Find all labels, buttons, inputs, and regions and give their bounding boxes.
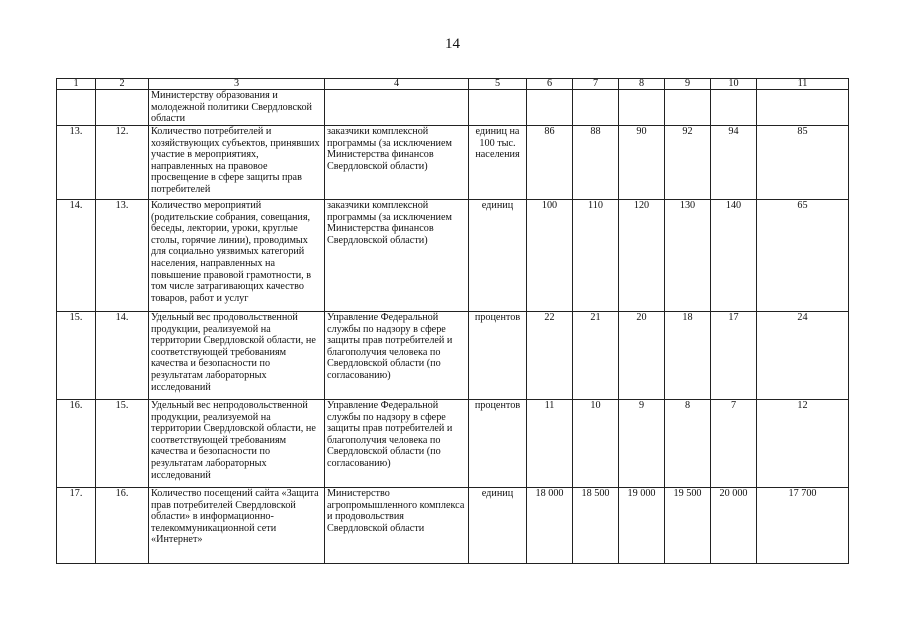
row-subindex: 12. — [96, 126, 149, 200]
value: 86 — [527, 126, 573, 200]
row-index: 17. — [57, 488, 96, 564]
value: 10 — [573, 400, 619, 488]
header-col: 4 — [325, 79, 469, 90]
responsible: Управление Федеральной службы по надзору в сфере защиты прав потребителей и благополучия человека по Свердловской области (по согласованию) — [325, 312, 469, 400]
value: 18 — [665, 312, 711, 400]
value — [665, 90, 711, 126]
value: 110 — [573, 200, 619, 312]
responsible — [325, 90, 469, 126]
header-col: 9 — [665, 79, 711, 90]
value — [527, 90, 573, 126]
row-index: 16. — [57, 400, 96, 488]
responsible: заказчики комплексной программы (за исключением Министерства финансов Свердловской области) — [325, 126, 469, 200]
header-col: 1 — [57, 79, 96, 90]
value: 7 — [711, 400, 757, 488]
value: 20 — [619, 312, 665, 400]
value: 17 700 — [757, 488, 849, 564]
row-subindex: 14. — [96, 312, 149, 400]
row-index — [57, 90, 96, 126]
value: 22 — [527, 312, 573, 400]
value: 11 — [527, 400, 573, 488]
page-number: 14 — [445, 36, 460, 52]
unit — [469, 90, 527, 126]
responsible: Министерство агропромышленного комплекса и продовольствия Свердловской области — [325, 488, 469, 564]
unit: единиц — [469, 488, 527, 564]
row-index: 15. — [57, 312, 96, 400]
header-col: 11 — [757, 79, 849, 90]
value: 94 — [711, 126, 757, 200]
value: 85 — [757, 126, 849, 200]
value: 24 — [757, 312, 849, 400]
header-col: 7 — [573, 79, 619, 90]
value: 100 — [527, 200, 573, 312]
value: 17 — [711, 312, 757, 400]
value: 19 000 — [619, 488, 665, 564]
header-col: 8 — [619, 79, 665, 90]
value — [711, 90, 757, 126]
row-subindex: 13. — [96, 200, 149, 312]
value: 88 — [573, 126, 619, 200]
table-row — [57, 126, 849, 200]
value: 18 500 — [573, 488, 619, 564]
value — [573, 90, 619, 126]
indicator-name: Удельный вес продовольственной продукции, реализуемой на территории Свердловской области, не соответствующей требованиям качества и безопасности по результатам лабораторных исследований — [149, 312, 325, 400]
header-col: 3 — [149, 79, 325, 90]
value: 9 — [619, 400, 665, 488]
table-row — [57, 488, 849, 564]
value — [757, 90, 849, 126]
row-subindex: 16. — [96, 488, 149, 564]
unit: процентов — [469, 400, 527, 488]
indicator-name: Количество потребителей и хозяйствующих субъектов, принявших участие в мероприятиях, направленных на правовое просвещение в сфере защиты прав потребителей — [149, 126, 325, 200]
row-index: 14. — [57, 200, 96, 312]
indicator-name: Министерству образования и молодежной политики Свердловской области — [149, 90, 325, 126]
indicator-name: Количество посещений сайта «Защита прав потребителей Свердловской области» в информационно-телекоммуникационной сети «Интернет» — [149, 488, 325, 564]
responsible: Управление Федеральной службы по надзору в сфере защиты прав потребителей и благополучия человека по Свердловской области (по согласованию) — [325, 400, 469, 488]
value: 120 — [619, 200, 665, 312]
value: 21 — [573, 312, 619, 400]
value: 130 — [665, 200, 711, 312]
value: 20 000 — [711, 488, 757, 564]
table-row — [57, 200, 849, 312]
responsible: заказчики комплексной программы (за исключением Министерства финансов Свердловской области) — [325, 200, 469, 312]
table-row — [57, 312, 849, 400]
value: 92 — [665, 126, 711, 200]
indicators-table — [56, 78, 849, 564]
header-col: 2 — [96, 79, 149, 90]
row-index: 13. — [57, 126, 96, 200]
value: 12 — [757, 400, 849, 488]
unit: единиц на 100 тыс. населения — [469, 126, 527, 200]
table-row — [57, 400, 849, 488]
header-col: 5 — [469, 79, 527, 90]
value: 19 500 — [665, 488, 711, 564]
value: 65 — [757, 200, 849, 312]
unit: процентов — [469, 312, 527, 400]
indicator-name: Количество мероприятий (родительские собрания, совещания, беседы, лектории, уроки, круглые столы, горячие линии), проводимых для социально уязвимых категорий населения, направленных на повышение правовой грамотности, в том числе затрагивающих качество товаров, работ и услуг — [149, 200, 325, 312]
header-row — [57, 79, 849, 90]
value: 18 000 — [527, 488, 573, 564]
value: 140 — [711, 200, 757, 312]
indicator-name: Удельный вес непродовольственной продукции, реализуемой на территории Свердловской области, не соответствующей требованиям качества и безопасности по результатам лабораторных исследований — [149, 400, 325, 488]
value — [619, 90, 665, 126]
header-col: 6 — [527, 79, 573, 90]
header-col: 10 — [711, 79, 757, 90]
unit: единиц — [469, 200, 527, 312]
row-subindex: 15. — [96, 400, 149, 488]
row-subindex — [96, 90, 149, 126]
value: 90 — [619, 126, 665, 200]
value: 8 — [665, 400, 711, 488]
table-row — [57, 90, 849, 126]
